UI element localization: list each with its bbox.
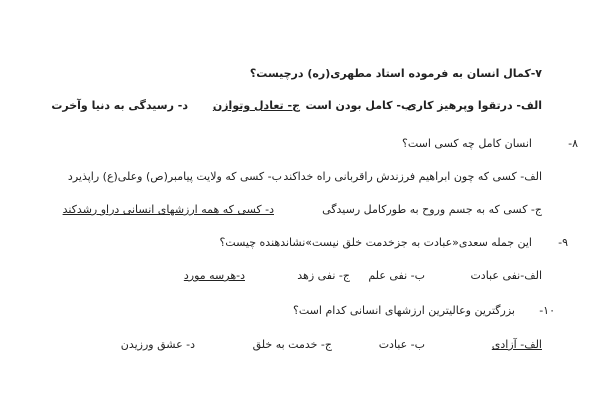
q9-option-d-answer: د-هرسه مورد <box>183 269 245 282</box>
q7-option-b: ب- کامل بودن است <box>305 99 412 112</box>
q7-option-c-answer: ج- تعادل وتوازن <box>212 99 300 112</box>
q10-question: بزرگترین وعالیترین ارزشهای انسانی کدام است؟ <box>293 304 515 317</box>
q9-option-b: ب- نفی علم <box>368 269 425 282</box>
q10-option-b: ب- عبادت <box>378 338 425 351</box>
q10-option-c: ج- خدمت به خلق <box>252 338 332 351</box>
q10-option-d: د- عشق ورزیدن <box>120 338 195 351</box>
q10-number: ۱۰- <box>539 304 555 317</box>
q9-number: ۹- <box>558 236 568 249</box>
q7-question: ۷-کمال انسان به فرموده استاد مطهری(ره) درچیست؟ <box>249 67 542 80</box>
q9-question: این جمله سعدی«عبادت به جزخدمت خلق نیست»نشاندهنده چیست؟ <box>219 236 532 249</box>
q8-number: ۸- <box>568 137 578 150</box>
q9-option-a: الف-نفی عبادت <box>470 269 542 282</box>
q7-option-d: د- رسیدگی به دنیا وآخرت <box>51 99 188 112</box>
q7-option-a: الف- درتقوا وپرهیز کاری <box>406 99 542 112</box>
q8-option-a: الف- کسی که چون ابراهیم فرزندش راقربانی راه خداکند <box>283 170 542 183</box>
q10-option-a-answer: الف- آزادی <box>491 338 542 351</box>
q8-option-c: ج- کسی که به جسم وروح به طورکامل رسیدگی <box>322 203 542 216</box>
q8-option-d-answer: د- کسی که همه ارزشهای انسانی دراو رشدکند <box>62 203 274 216</box>
q9-option-c: ج- نفی زهد <box>297 269 350 282</box>
q8-option-b: ب- کسی که ولایت پیامبر(ص) وعلی(ع) راپذیرد <box>67 170 282 183</box>
q8-question: انسان کامل چه کسی است؟ <box>402 137 532 150</box>
